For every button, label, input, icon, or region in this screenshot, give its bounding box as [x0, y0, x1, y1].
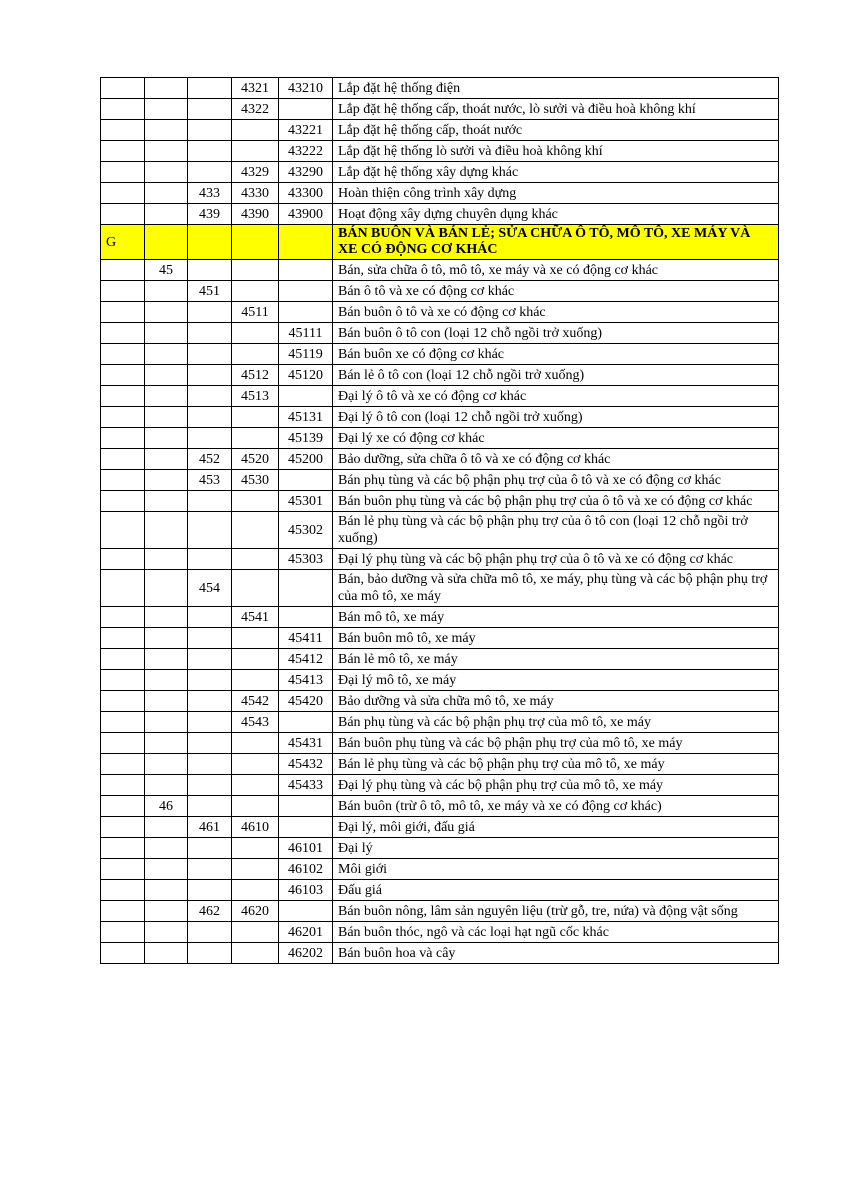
level2-code	[145, 204, 188, 225]
level4-code	[232, 549, 279, 570]
level2-code	[145, 99, 188, 120]
level1-code	[101, 943, 145, 964]
level2-code	[145, 607, 188, 628]
level2-code	[145, 901, 188, 922]
level3-code	[188, 344, 232, 365]
level3-code	[188, 859, 232, 880]
level1-code	[101, 407, 145, 428]
description: Bán lẻ phụ tùng và các bộ phận phụ trợ của ô tô con (loại 12 chỗ ngồi trở xuống)	[333, 512, 779, 549]
description: Bán, bảo dưỡng và sửa chữa mô tô, xe máy, phụ tùng và các bộ phận phụ trợ của mô tô, xe máy	[333, 570, 779, 607]
table-row	[101, 260, 779, 281]
description: Bán buôn ô tô con (loại 12 chỗ ngồi trở xuống)	[333, 323, 779, 344]
description: Lắp đặt hệ thống cấp, thoát nước	[333, 120, 779, 141]
level3-code	[188, 120, 232, 141]
table-row	[101, 512, 779, 549]
description: Bán buôn thóc, ngô và các loại hạt ngũ cốc khác	[333, 922, 779, 943]
level1-code	[101, 470, 145, 491]
level2-code	[145, 570, 188, 607]
level5-code: 45200	[279, 449, 333, 470]
level4-code	[232, 775, 279, 796]
level5-code: 45301	[279, 491, 333, 512]
level5-code: 43900	[279, 204, 333, 225]
level1-code	[101, 628, 145, 649]
table-row	[101, 817, 779, 838]
description: Hoạt động xây dựng chuyên dụng khác	[333, 204, 779, 225]
level4-code: 4329	[232, 162, 279, 183]
level3-code	[188, 302, 232, 323]
table-row	[101, 344, 779, 365]
description: Đại lý mô tô, xe máy	[333, 670, 779, 691]
level3-code	[188, 141, 232, 162]
level1-code	[101, 549, 145, 570]
description: Bán lẻ phụ tùng và các bộ phận phụ trợ của mô tô, xe máy	[333, 754, 779, 775]
level4-code: 4520	[232, 449, 279, 470]
level5-code	[279, 901, 333, 922]
level2-code	[145, 365, 188, 386]
level3-code	[188, 796, 232, 817]
level5-code	[279, 796, 333, 817]
level1-code	[101, 428, 145, 449]
level5-code: 45411	[279, 628, 333, 649]
level3-code	[188, 691, 232, 712]
table-row	[101, 141, 779, 162]
level2-code	[145, 649, 188, 670]
description: Đại lý, môi giới, đấu giá	[333, 817, 779, 838]
level1-code	[101, 141, 145, 162]
level3-code	[188, 775, 232, 796]
level3-code	[188, 922, 232, 943]
level1-code	[101, 796, 145, 817]
level2-code	[145, 141, 188, 162]
table-row	[101, 365, 779, 386]
description: Bán buôn xe có động cơ khác	[333, 344, 779, 365]
level1-code	[101, 733, 145, 754]
level2-code: 46	[145, 796, 188, 817]
table-row	[101, 775, 779, 796]
level1-code	[101, 281, 145, 302]
level2-code	[145, 225, 188, 260]
level2-code: 45	[145, 260, 188, 281]
level2-code	[145, 691, 188, 712]
level4-code: 4322	[232, 99, 279, 120]
table-row	[101, 607, 779, 628]
level5-code: 46103	[279, 880, 333, 901]
level4-code	[232, 796, 279, 817]
level3-code: 461	[188, 817, 232, 838]
level1-code	[101, 491, 145, 512]
table-row	[101, 628, 779, 649]
level2-code	[145, 281, 188, 302]
level2-code	[145, 491, 188, 512]
description: Bán buôn phụ tùng và các bộ phận phụ trợ của mô tô, xe máy	[333, 733, 779, 754]
level4-code: 4530	[232, 470, 279, 491]
level3-code: 453	[188, 470, 232, 491]
level4-code	[232, 880, 279, 901]
description: Lắp đặt hệ thống cấp, thoát nước, lò sưởi và điều hoà không khí	[333, 99, 779, 120]
level3-code	[188, 407, 232, 428]
level3-code	[188, 670, 232, 691]
level5-code	[279, 225, 333, 260]
description: Đấu giá	[333, 880, 779, 901]
level5-code: 46202	[279, 943, 333, 964]
level3-code	[188, 428, 232, 449]
description: Bán buôn mô tô, xe máy	[333, 628, 779, 649]
table-row	[101, 470, 779, 491]
level5-code	[279, 712, 333, 733]
description: Bán buôn hoa và cây	[333, 943, 779, 964]
table-row	[101, 670, 779, 691]
level5-code	[279, 607, 333, 628]
level3-code	[188, 607, 232, 628]
level1-code	[101, 449, 145, 470]
level5-code: 43300	[279, 183, 333, 204]
level1-code	[101, 99, 145, 120]
description: Bán ô tô và xe có động cơ khác	[333, 281, 779, 302]
table-row	[101, 796, 779, 817]
level4-code	[232, 512, 279, 549]
level3-code	[188, 733, 232, 754]
description: Đại lý phụ tùng và các bộ phận phụ trợ của mô tô, xe máy	[333, 775, 779, 796]
level4-code: 4321	[232, 78, 279, 99]
table-row	[101, 428, 779, 449]
level5-code: 45131	[279, 407, 333, 428]
description: Lắp đặt hệ thống điện	[333, 78, 779, 99]
level3-code	[188, 512, 232, 549]
table-row	[101, 120, 779, 141]
level5-code: 46102	[279, 859, 333, 880]
level1-code	[101, 323, 145, 344]
level2-code	[145, 302, 188, 323]
level5-code	[279, 302, 333, 323]
level1-code	[101, 817, 145, 838]
level4-code: 4543	[232, 712, 279, 733]
level5-code: 46101	[279, 838, 333, 859]
level4-code: 4541	[232, 607, 279, 628]
level4-code: 4390	[232, 204, 279, 225]
level2-code	[145, 733, 188, 754]
table-row	[101, 880, 779, 901]
level5-code: 45302	[279, 512, 333, 549]
description: Lắp đặt hệ thống xây dựng khác	[333, 162, 779, 183]
level1-code	[101, 386, 145, 407]
level3-code	[188, 99, 232, 120]
level3-code	[188, 712, 232, 733]
level3-code	[188, 880, 232, 901]
level2-code	[145, 344, 188, 365]
level3-code: 439	[188, 204, 232, 225]
description: Bán mô tô, xe máy	[333, 607, 779, 628]
level4-code	[232, 943, 279, 964]
table-row	[101, 901, 779, 922]
level3-code	[188, 649, 232, 670]
level1-code	[101, 838, 145, 859]
level2-code	[145, 628, 188, 649]
level1-code	[101, 302, 145, 323]
level1-code	[101, 78, 145, 99]
level4-code	[232, 491, 279, 512]
level4-code	[232, 733, 279, 754]
level3-code	[188, 628, 232, 649]
level4-code	[232, 649, 279, 670]
level3-code	[188, 162, 232, 183]
level3-code	[188, 754, 232, 775]
level5-code	[279, 99, 333, 120]
level2-code	[145, 670, 188, 691]
description: Bán buôn phụ tùng và các bộ phận phụ trợ của ô tô và xe có động cơ khác	[333, 491, 779, 512]
level2-code	[145, 712, 188, 733]
level1-code	[101, 512, 145, 549]
level5-code: 43210	[279, 78, 333, 99]
level3-code: 451	[188, 281, 232, 302]
level2-code	[145, 449, 188, 470]
level1-code	[101, 570, 145, 607]
table-row	[101, 859, 779, 880]
level2-code	[145, 386, 188, 407]
level1-code	[101, 775, 145, 796]
description: Bán buôn nông, lâm sản nguyên liệu (trừ gỗ, tre, nứa) và động vật sống	[333, 901, 779, 922]
level5-code	[279, 386, 333, 407]
description: Lắp đặt hệ thống lò sưởi và điều hoà không khí	[333, 141, 779, 162]
level3-code: 452	[188, 449, 232, 470]
level1-code	[101, 712, 145, 733]
level5-code: 43290	[279, 162, 333, 183]
level5-code	[279, 260, 333, 281]
level4-code	[232, 838, 279, 859]
table-row	[101, 386, 779, 407]
level5-code: 43222	[279, 141, 333, 162]
description: Bán, sửa chữa ô tô, mô tô, xe máy và xe có động cơ khác	[333, 260, 779, 281]
level5-code: 45433	[279, 775, 333, 796]
level3-code	[188, 225, 232, 260]
table-row	[101, 183, 779, 204]
table-row	[101, 302, 779, 323]
table-row	[101, 491, 779, 512]
level2-code	[145, 470, 188, 491]
level4-code	[232, 141, 279, 162]
level4-code	[232, 428, 279, 449]
level5-code	[279, 817, 333, 838]
description: Đại lý ô tô và xe có động cơ khác	[333, 386, 779, 407]
table-row	[101, 281, 779, 302]
level5-code: 43221	[279, 120, 333, 141]
description: Bảo dưỡng và sửa chữa mô tô, xe máy	[333, 691, 779, 712]
level2-code	[145, 78, 188, 99]
level4-code	[232, 407, 279, 428]
level4-code: 4330	[232, 183, 279, 204]
description: Môi giới	[333, 859, 779, 880]
level4-code	[232, 922, 279, 943]
level4-code	[232, 344, 279, 365]
table-row	[101, 570, 779, 607]
level5-code: 45431	[279, 733, 333, 754]
level4-code	[232, 754, 279, 775]
level3-code	[188, 838, 232, 859]
level3-code	[188, 323, 232, 344]
description: Đại lý	[333, 838, 779, 859]
level1-code: G	[101, 225, 145, 260]
section-header-row	[101, 225, 779, 260]
level4-code: 4542	[232, 691, 279, 712]
level5-code: 45413	[279, 670, 333, 691]
level1-code	[101, 344, 145, 365]
level2-code	[145, 428, 188, 449]
level2-code	[145, 549, 188, 570]
level1-code	[101, 880, 145, 901]
level2-code	[145, 943, 188, 964]
level2-code	[145, 922, 188, 943]
level3-code	[188, 386, 232, 407]
level2-code	[145, 323, 188, 344]
level1-code	[101, 260, 145, 281]
table-row	[101, 691, 779, 712]
level4-code: 4620	[232, 901, 279, 922]
table-row	[101, 99, 779, 120]
level4-code: 4512	[232, 365, 279, 386]
level4-code: 4513	[232, 386, 279, 407]
description: Bán lẻ mô tô, xe máy	[333, 649, 779, 670]
table-row	[101, 943, 779, 964]
level4-code	[232, 859, 279, 880]
level2-code	[145, 754, 188, 775]
level5-code	[279, 470, 333, 491]
level5-code: 45412	[279, 649, 333, 670]
level1-code	[101, 607, 145, 628]
level2-code	[145, 817, 188, 838]
level3-code	[188, 260, 232, 281]
level2-code	[145, 407, 188, 428]
description: Đại lý phụ tùng và các bộ phận phụ trợ của ô tô và xe có động cơ khác	[333, 549, 779, 570]
level3-code: 462	[188, 901, 232, 922]
description: Bán lẻ ô tô con (loại 12 chỗ ngồi trở xuống)	[333, 365, 779, 386]
level2-code	[145, 512, 188, 549]
level4-code	[232, 570, 279, 607]
industry-code-table	[100, 77, 779, 964]
level5-code: 45119	[279, 344, 333, 365]
level2-code	[145, 880, 188, 901]
description: Bán phụ tùng và các bộ phận phụ trợ của mô tô, xe máy	[333, 712, 779, 733]
level4-code	[232, 628, 279, 649]
level5-code: 45420	[279, 691, 333, 712]
level1-code	[101, 365, 145, 386]
table-row	[101, 204, 779, 225]
level1-code	[101, 754, 145, 775]
level5-code	[279, 570, 333, 607]
table-row	[101, 754, 779, 775]
level1-code	[101, 691, 145, 712]
table-row	[101, 323, 779, 344]
description: Hoàn thiện công trình xây dựng	[333, 183, 779, 204]
level5-code: 46201	[279, 922, 333, 943]
level4-code	[232, 323, 279, 344]
level1-code	[101, 859, 145, 880]
table-row	[101, 162, 779, 183]
level3-code: 454	[188, 570, 232, 607]
level2-code	[145, 162, 188, 183]
level4-code	[232, 225, 279, 260]
table-row	[101, 838, 779, 859]
description: BÁN BUÔN VÀ BÁN LẺ; SỬA CHỮA Ô TÔ, MÔ TÔ, XE MÁY VÀ XE CÓ ĐỘNG CƠ KHÁC	[333, 225, 779, 260]
level2-code	[145, 859, 188, 880]
level3-code	[188, 491, 232, 512]
level1-code	[101, 670, 145, 691]
level4-code	[232, 670, 279, 691]
description: Bán buôn ô tô và xe có động cơ khác	[333, 302, 779, 323]
description: Bán buôn (trừ ô tô, mô tô, xe máy và xe có động cơ khác)	[333, 796, 779, 817]
level4-code: 4610	[232, 817, 279, 838]
level1-code	[101, 120, 145, 141]
level1-code	[101, 649, 145, 670]
description: Bảo dưỡng, sửa chữa ô tô và xe có động cơ khác	[333, 449, 779, 470]
level3-code	[188, 943, 232, 964]
table-row	[101, 78, 779, 99]
table-row	[101, 922, 779, 943]
level3-code	[188, 365, 232, 386]
table-row	[101, 449, 779, 470]
level1-code	[101, 901, 145, 922]
level3-code	[188, 78, 232, 99]
level1-code	[101, 183, 145, 204]
level2-code	[145, 183, 188, 204]
level5-code: 45432	[279, 754, 333, 775]
level1-code	[101, 204, 145, 225]
level3-code	[188, 549, 232, 570]
table-row	[101, 407, 779, 428]
level4-code	[232, 120, 279, 141]
level4-code: 4511	[232, 302, 279, 323]
level4-code	[232, 281, 279, 302]
table-row	[101, 712, 779, 733]
level1-code	[101, 922, 145, 943]
description: Bán phụ tùng và các bộ phận phụ trợ của ô tô và xe có động cơ khác	[333, 470, 779, 491]
table-body	[101, 78, 779, 964]
table-row	[101, 733, 779, 754]
level2-code	[145, 775, 188, 796]
level3-code: 433	[188, 183, 232, 204]
table-row	[101, 549, 779, 570]
level5-code: 45139	[279, 428, 333, 449]
level5-code: 45120	[279, 365, 333, 386]
level2-code	[145, 120, 188, 141]
level5-code: 45303	[279, 549, 333, 570]
table-row	[101, 649, 779, 670]
description: Đại lý ô tô con (loại 12 chỗ ngồi trở xuống)	[333, 407, 779, 428]
level4-code	[232, 260, 279, 281]
level5-code	[279, 281, 333, 302]
level5-code: 45111	[279, 323, 333, 344]
level2-code	[145, 838, 188, 859]
description: Đại lý xe có động cơ khác	[333, 428, 779, 449]
level1-code	[101, 162, 145, 183]
